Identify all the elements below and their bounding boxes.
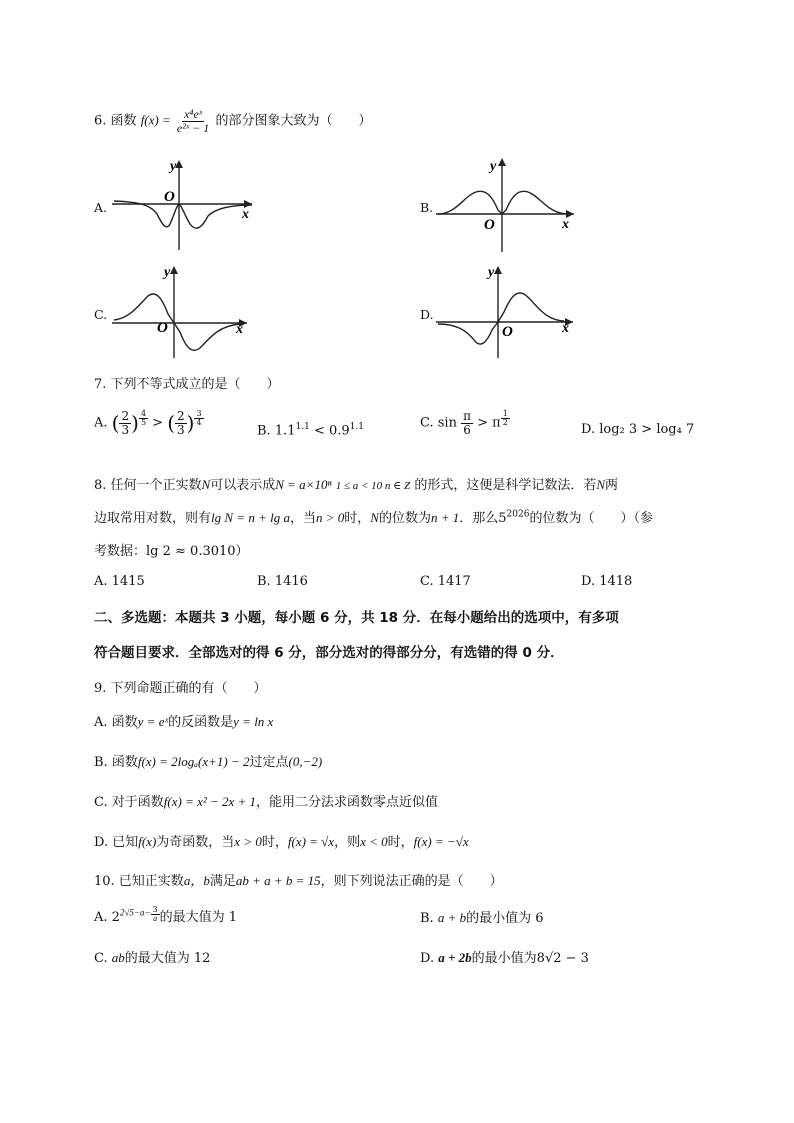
q6-func-left: f(x) =: [140, 112, 171, 128]
q7-option-a: [94, 410, 204, 436]
q7-c-label: C.: [420, 415, 434, 431]
q6-b-origin: O: [484, 217, 495, 233]
q8-line2: 边取常用对数，则有lg N = n + lg a，当n > 0时，N的位数为n + 1．那么$5^{2026}$的位数为（ ）（参: [94, 509, 653, 526]
q6-a-origin: O: [164, 189, 175, 205]
q6-graph-d: [436, 264, 581, 362]
q6-option-c-label: C.: [94, 307, 108, 322]
q8-option-a: A. 1415: [94, 574, 145, 589]
q8-cond: 1 ≤ a < 10 n ∈ Z: [335, 480, 411, 492]
q8-option-b: B. 1416: [257, 574, 308, 589]
q7-a-exp1: $\frac{4}{5}$: [140, 409, 147, 428]
q7-a-op: >: [152, 415, 164, 431]
q6-num: x⁴eˣ: [183, 107, 203, 121]
q7-a-frac1: $\frac{2}{3}$: [121, 409, 130, 437]
q6-graph-c: [112, 264, 257, 362]
q6-graph-a: [112, 158, 257, 253]
q8-option-c: C. 1417: [420, 574, 471, 589]
q7-d-formula: log₂ 3 > log₄ 7: [599, 422, 695, 437]
q7-d-expr: D.: [581, 422, 596, 437]
q6-a-y-label: y: [170, 159, 177, 174]
q6-option-a-label: A.: [94, 200, 108, 215]
q10-option-a: A. $2^{2√5-a-}$ $\frac{3}{a}$ 的最大值为 1: [94, 905, 238, 925]
q6-fraction: [175, 108, 211, 134]
q9-option-d: D. 已知f(x)为奇函数，当x > 0时，f(x) = √x，则x < 0时，f(x) = −√x: [94, 834, 469, 850]
q7-stem: 7. 下列不等式成立的是（ ）: [94, 377, 280, 392]
q6-den: e²ˣ − 1: [176, 120, 210, 135]
q10-option-c: C. ab的最大值为 12: [94, 950, 211, 966]
q6-prefix: 6. 函数: [94, 113, 137, 129]
q8-line1: 8. 任何一个正实数N可以表示成N = a×10ⁿ 1 ≤ a < 10 n ∈ Z 的形式，这便是科学记数法．若N两: [94, 477, 619, 493]
q7-c-frac: $\frac{\pi}{6}$: [463, 409, 471, 437]
q7-b-exp1: 1.1: [295, 422, 310, 432]
q9-option-c: C. 对于函数f(x) = x² − 2x + 1，能用二分法求函数零点近似值: [94, 794, 439, 810]
section2-line1: 二、多选题：本题共 3 小题，每小题 6 分，共 18 分．在每小题给出的选项中，有多项: [94, 610, 619, 626]
q7-a-frac2: $\frac{2}{3}$: [177, 409, 185, 437]
q7-a-lparen2: (: [167, 411, 176, 436]
q10-option-d: D. a + 2b的最小值为8√2 − 3: [420, 950, 589, 966]
q6-stem: [94, 108, 371, 134]
q9-option-a: A. 函数y = eˣ的反函数是y = ln x: [94, 714, 274, 730]
q7-option-c: [420, 410, 510, 436]
q8-log-formula: lg N = n + lg a: [211, 510, 290, 525]
q6-d-x-label: x: [562, 321, 569, 336]
q6-c-origin: O: [157, 320, 168, 336]
q7-c-op: > π: [477, 415, 501, 431]
q10-option-b: B. a + b的最小值为 6: [420, 910, 544, 926]
q8-line3: 考数据：lg 2 ≈ 0.3010）: [94, 544, 249, 559]
q7-b-op: < 0.9: [313, 423, 350, 439]
q6-c-x-label: x: [236, 322, 243, 337]
q6-suffix: 的部分图象大致为（ ）: [215, 113, 372, 129]
section2-line2: 符合题目要求．全部选对的得 6 分，部分选对的得部分分，有选错的得 0 分．: [94, 645, 564, 661]
q6-option-d-label: D.: [420, 307, 434, 322]
q6-b-y-label: y: [490, 159, 497, 174]
q9-stem: 9. 下列命题正确的有（ ）: [94, 681, 267, 696]
q8-option-d: D. 1418: [581, 574, 633, 589]
q7-b-label: B.: [257, 423, 271, 439]
q8-formula: N = a×10ⁿ: [275, 477, 332, 492]
q7-option-b: [257, 422, 364, 438]
q7-b-exp2: 1.1: [349, 422, 365, 432]
q6-option-b-label: B.: [420, 200, 434, 215]
q10-stem: 10. 已知正实数a，b满足ab + a + b = 15，则下列说法正确的是（ ）: [94, 873, 503, 889]
q7-c-exp: $\frac{1}{2}$: [502, 409, 508, 428]
q7-a-label: A.: [94, 415, 108, 431]
q6-graph-b: [436, 156, 581, 256]
q7-a-rparen1: ): [131, 411, 139, 436]
q6-c-y-label: y: [164, 265, 171, 280]
q7-option-d: [581, 422, 694, 437]
q6-a-x-label: x: [242, 207, 249, 222]
q7-a-lparen1: (: [111, 411, 120, 436]
q9-option-b: B. 函数f(x) = 2logₐ(x+1) − 2过定点(0,−2): [94, 754, 323, 770]
q8-ref-formula: lg 2 ≈ 0.3010: [146, 544, 236, 559]
q6-d-origin: O: [502, 324, 513, 340]
q7-b-expr: 1.1: [274, 423, 296, 439]
q7-c-sin: sin: [437, 415, 457, 431]
q7-a-rparen2: ): [186, 411, 195, 436]
q6-d-y-label: y: [488, 265, 495, 280]
q6-b-x-label: x: [562, 217, 569, 232]
q7-a-exp2: $\frac{3}{4}$: [196, 409, 202, 428]
